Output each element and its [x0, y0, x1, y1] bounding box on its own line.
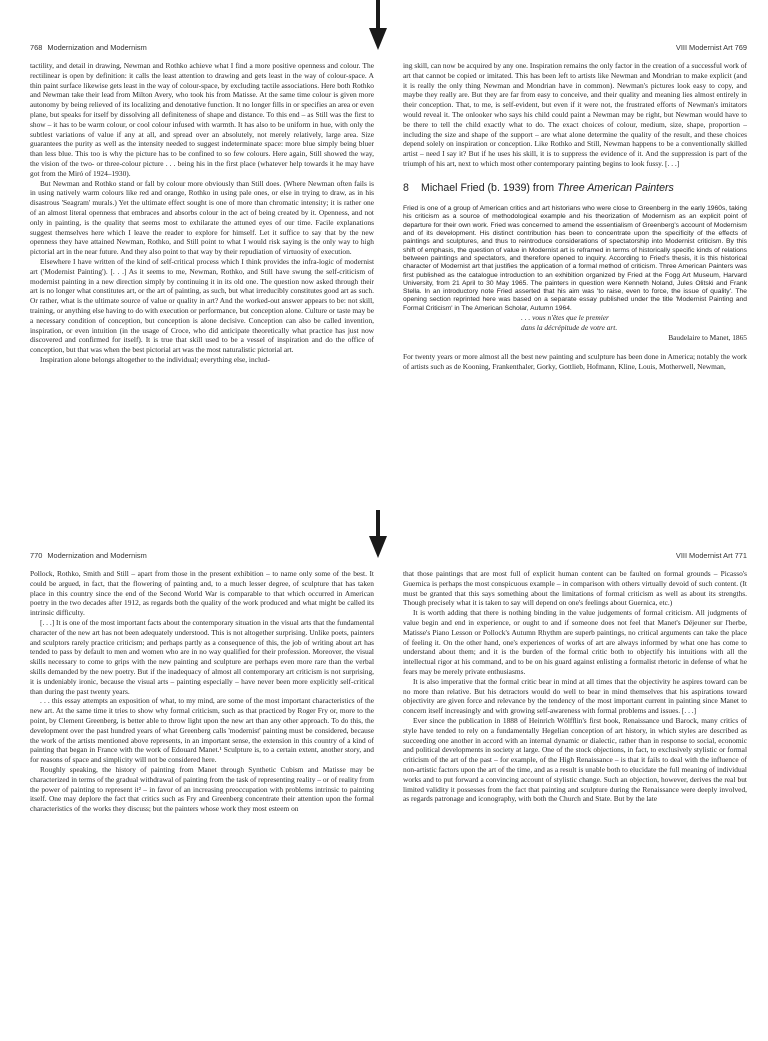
paragraph: . . . this essay attempts an exposition of what, to my mind, are some of the most important characteristics of the new art. At the same time it tries to show why formal criticism, such as that practiced by Roger Fry or, more to the point, by Clement Greenberg, is better able to throw light upon the new art than any other approach. To do this, the development over the past hundred years of what Greenberg calls 'modernist' painting must be considered, because the work of the artists mentioned above represents, in an important sense, the extension in this country of a kind of painting that began in France with the work of Edouard Manet.¹ Sculpture is, to a certain extent, another story, and for reasons of space and simplicity will not be considered here.: [30, 696, 374, 765]
paragraph: Ever since the publication in 1888 of Heinrich Wölfflin's first book, Renaissance und Barock, many critics of style have tended to rely on a fundamentally Hegelian conception of art history, in which styles are described as succeeding one another in accord with an internal dynamic or dialectic, rather than in response to social, economic and political developments in society at large. One of the stock objections, in fact, to exclusively stylistic or formal criticism of the art of the past – for example, of the High Renaissance – is that it fails to deal with the influence of non-artistic factors upon the art of the time, and as a result is unable both to elucidate the full meaning of individual works and to put forward a convincing account of stylistic change. Such an objection, however, derives the real but limited validity it possesses from the fact that painting and sculpture during the Renaissance were deeply involved, as regards patronage and iconography, with both the Church and State. But by the late: [403, 715, 747, 804]
running-head: [30, 551, 374, 563]
section-title: [421, 182, 674, 194]
running-head: [30, 43, 374, 55]
epigraph-attribution: Baudelaire to Manet, 1865: [668, 332, 747, 342]
paragraph: For twenty years or more almost all the best new painting and sculpture has been done in America; notably the work of artists such as de Kooning, Frankenthaler, Gorky, Gottlieb, Hofmann, Kline, Louis, Motherwell, Newman,: [403, 352, 747, 372]
running-head: [403, 551, 747, 563]
running-head-title: VIII Modernist Art: [675, 43, 733, 52]
paragraph: [. . .] It is one of the most important facts about the contemporary situation in the visual arts that the fundamental character of the new art has not been adequately understood. This is not altogether surprising. Unlike poets, painters and sculptors rarely practice criticism; and perhaps partly as a consequence of this, the job of writing about art has tended to pass by default to men and women who are in no way qualified for their profession. Moreover, the visual skills necessary to come to grips with the new painting and sculpture are perhaps even more rare than the verbal skills demanded by the new poetry. But if the inadequacy of almost all contemporary art criticism is not surprising, it is undeniably ironic, because the visual arts – painting especially – have never been more explicitly self-critical than during the past twenty years.: [30, 617, 374, 696]
running-head: [403, 43, 747, 55]
paragraph: Pollock, Rothko, Smith and Still – apart from those in the present exhibition – to name only some of the best. It could be argued, in fact, that the flowering of painting and, to a much lesser degree, of sculpture that has taken place in this country since the end of the Second World War is comparable to that which occurred in American poetry in the two decades after 1912, as regards both the quality of the work produced and what might be called its intrinsic difficulty.: [30, 569, 374, 618]
section-heading: [403, 182, 747, 194]
paragraph: It is also imperative that the formal critic bear in mind at all times that the objectivity he aspires toward can be no more than relative. But his detractors would do well to bear in mind themselves that his aspirations toward objectivity are given force and relevance by the tendency of the most important current in painting since Manet to concern itself increasingly and with growing self-awareness with formal problems and issues. [. . .]: [403, 676, 747, 716]
running-head-title: Modernization and Modernism: [47, 43, 147, 52]
page-769: [403, 43, 747, 533]
page-770: [30, 551, 374, 1041]
running-head-title: Modernization and Modernism: [47, 551, 147, 560]
paragraph: Roughly speaking, the history of painting from Manet through Synthetic Cubism and Matisse may be characterized in terms of the gradual withdrawal of painting from the task of representing reality – or of reality from the power of painting to represent it² – in favor of an increasing preoccupation with problems intrinsic to painting itself. One may deplore the fact that critics such as Fry and Greenberg concentrate their attention upon the formal characteristics of the works they discuss; but the painters whose work they most esteem on: [30, 764, 374, 814]
paragraph: ing skill, can now be acquired by any one. Inspiration remains the only factor in the creation of a successful work of art that cannot be copied or imitated. This has been left to artists like Newman and Mondrian to make explicit (and it is really the only thing Newman and Mondrian have in common). Newman's pictures look easy to copy, and maybe they really are. But they are far from easy to conceive, and their quality and meaning lies almost entirely in their conception. That, to me, is self-evident, but even if it were not, the frustrated efforts of Newman's imitators would reveal it. The onlooker who says his child could paint a Newman may be right, but Newman would have to be there to tell the child exactly what to do. The exact choices of colour, medium, size, shape, proportion – including the size and shape of the support – are what alone determine the quality of the result, and these choices depend solely on inspiration or conception. Like Rothko and Still, Newman happens to be a conventionally skilled artist – need I say it? But if he uses his skill, it is to suppress the evidence of it. And the suppression is part of the triumph of his art, next to which most other contemporary painting begins to look fussy. [. . .]: [403, 61, 747, 168]
paragraph: It is worth adding that there is nothing binding in the value judgements of formal criticism. All judgments of value begin and end in experience, or ought to and if someone does not feel that Manet's Déjeuner sur l'herbe, Matisse's Piano Lesson or Pollock's Autumn Rhythm are superb paintings, no critical arguments can take the place of feeling it. On the other hand, one's experiences of works of art are always informed by what one has come to understand about them; and it is the burden of the formal critic both to objectify his intuitions with all the intellectual rigor at his command, and to be on his guard against enlisting a formalist rhetoric in defense of what he fears may be merely private enthusiasms.: [403, 608, 747, 676]
page-number: 768: [30, 43, 43, 52]
page-768: [30, 43, 374, 533]
section-number: 8: [403, 181, 409, 194]
paragraph: But Newman and Rothko stand or fall by colour more obviously than Still does. (Where Newman often fails is in using natively warm colours like red and orange, Rothko in using pale ones, or else in trying to draw, as in his disastrous 'Seagram' murals.) Yet the ultimate effect sought is one of more than chromatic intensity; it is rather one of an almost literal openness that embraces and absorbs colour in the act of being created by it. Openness, and not only in painting, is the quality that seems most to exhilarate the attuned eyes of our time. Facile explanations suggest themselves here which I leave the reader to explore for himself. Let it suffice to say that by the new openness they have attained Newman, Rothko, and Still point to what I would risk saying is the only way to high pictorial art in the near future. And they also point to that way by their repudiation of virtuosity of execution.: [30, 178, 374, 257]
epigraph-line: . . . vous n'êtes que le premier: [521, 313, 609, 323]
page-number: 770: [30, 551, 43, 560]
section-title-book: Three American Painters: [557, 181, 674, 194]
paragraph: that those paintings that are most full of explicit human content can be faulted on formal grounds – Picasso's Guernica is perhaps the most conspicuous example – in comparison with others virtually devoid of such content. (It must be granted that this says something about the limitations of formal criticism as well as about its strengths. Though precisely what it is taken to say will depend on one's feelings about Guernica, etc.): [403, 569, 747, 608]
paragraph: Inspiration alone belongs altogether to the individual; everything else, includ-: [40, 354, 270, 364]
running-head-title: VIII Modernist Art: [675, 551, 733, 560]
page-771: [403, 551, 747, 1021]
section-title-text: Michael Fried (b. 1939) from: [421, 181, 558, 194]
epigraph-line: dans la décrépitude de votre art.: [521, 322, 618, 332]
paragraph: Elsewhere I have written of the kind of self-critical process which I think provides the infra-logic of modernist art ('Modernist Painting'). [. . .] As it seems to me, Newman, Rothko, and Still have swung the self-criticism of modernist painting in a new direction simply by continuing it in its old one. The question now asked through their art is no longer what constitutes art, or the art of painting, as such, but what irreducibly constitutes good art as such. Or rather, what is the ultimate source of value or quality in art? And the worked-out answer appears to be: not skill, training, or anything else having to do with execution or performance, but conception alone. Culture or taste may be a necessary condition of conception, but conception is alone decisive. Conception can also be called invention, inspiration, or even intuition (in the usage of Croce, who did anticipate theoretically what practice has just now discovered and confirmed for itself). It is true that skill used to be a vessel of inspiration and do the office of conception, but that was when the best pictorial art was the most naturalistic pictorial art.: [30, 256, 374, 355]
page-number: 771: [734, 551, 747, 560]
editorial-introduction: Fried is one of a group of American critics and art historians who were close to Greenberg in the early 1960s, taking his criticism as a source of methodological example and his theorization of Modernism as an explicit point of departure for their own work. Fried was concerned to amend the essentialism of Greenberg's account of Modernism and of its development. His distinct contribution has been to concentrate upon the specificity of the effects of paintings and sculptures, and thus to reintroduce considerations of spectatorship into Modernist criticism. By this shift of emphasis, the question of value in Modernist art is reframed in terms of historically specific kinds of relations between paintings and spectators, and therefore opened to inquiry. According to Fried's thesis, it is this historical character of Modernist art that justifies the application of a formal method of criticism. Three American Painters was first published as the catalogue introduction to an exhibition organized by Fried at the Fogg Art Museum, Harvard University, from 21 April to 30 May 1965. The painters in question were Kenneth Noland, Jules Olitski and Frank Stella. In an introductory note Fried asserted that his aim was 'to raise, even to force, the issue of quality'. The opening section reprinted here was based on a separate essay published under the title 'Modernist Painting and Formal Criticism' in The American Scholar, Autumn 1964.: [403, 205, 747, 312]
page-number: 769: [734, 43, 747, 52]
paragraph: tactility, and detail in drawing, Newman and Rothko achieve what I find a more positive openness and colour. The rectilinear is open by definition: it calls the least attention to drawing and gets least in the way of colour-space. A thin paint surface likewise gets least in the way of colour-space, by excluding tactile associations. Here both Rothko and Newman take their lead from Milton Avery, who took his from Matisse. At the same time colour is given more autonomy by being relieved of its localizing and denotative function. It no longer fills in or specifies an area or even plane, but speaks for itself by dissolving all definiteness of shape and distance. To this end – as Still was the first to show – it has to be warm colour, or cool colour infused with warmth. It has also to be uniform in hue, with only the subtlest variations of value if any at all, and spread over an absolutely, not merely relatively, large area. Size guarantees the purity as well as the intensity needed to suggest indeterminate space: more blue simply being bluer than less blue. This too is why the picture has to be confined to so few colours. Here again, Still showed the way, the vision of the two- or three-colour picture . . . being his in the first place (whatever help towards it he may have got from the Miró of 1924–1930).: [30, 61, 374, 178]
